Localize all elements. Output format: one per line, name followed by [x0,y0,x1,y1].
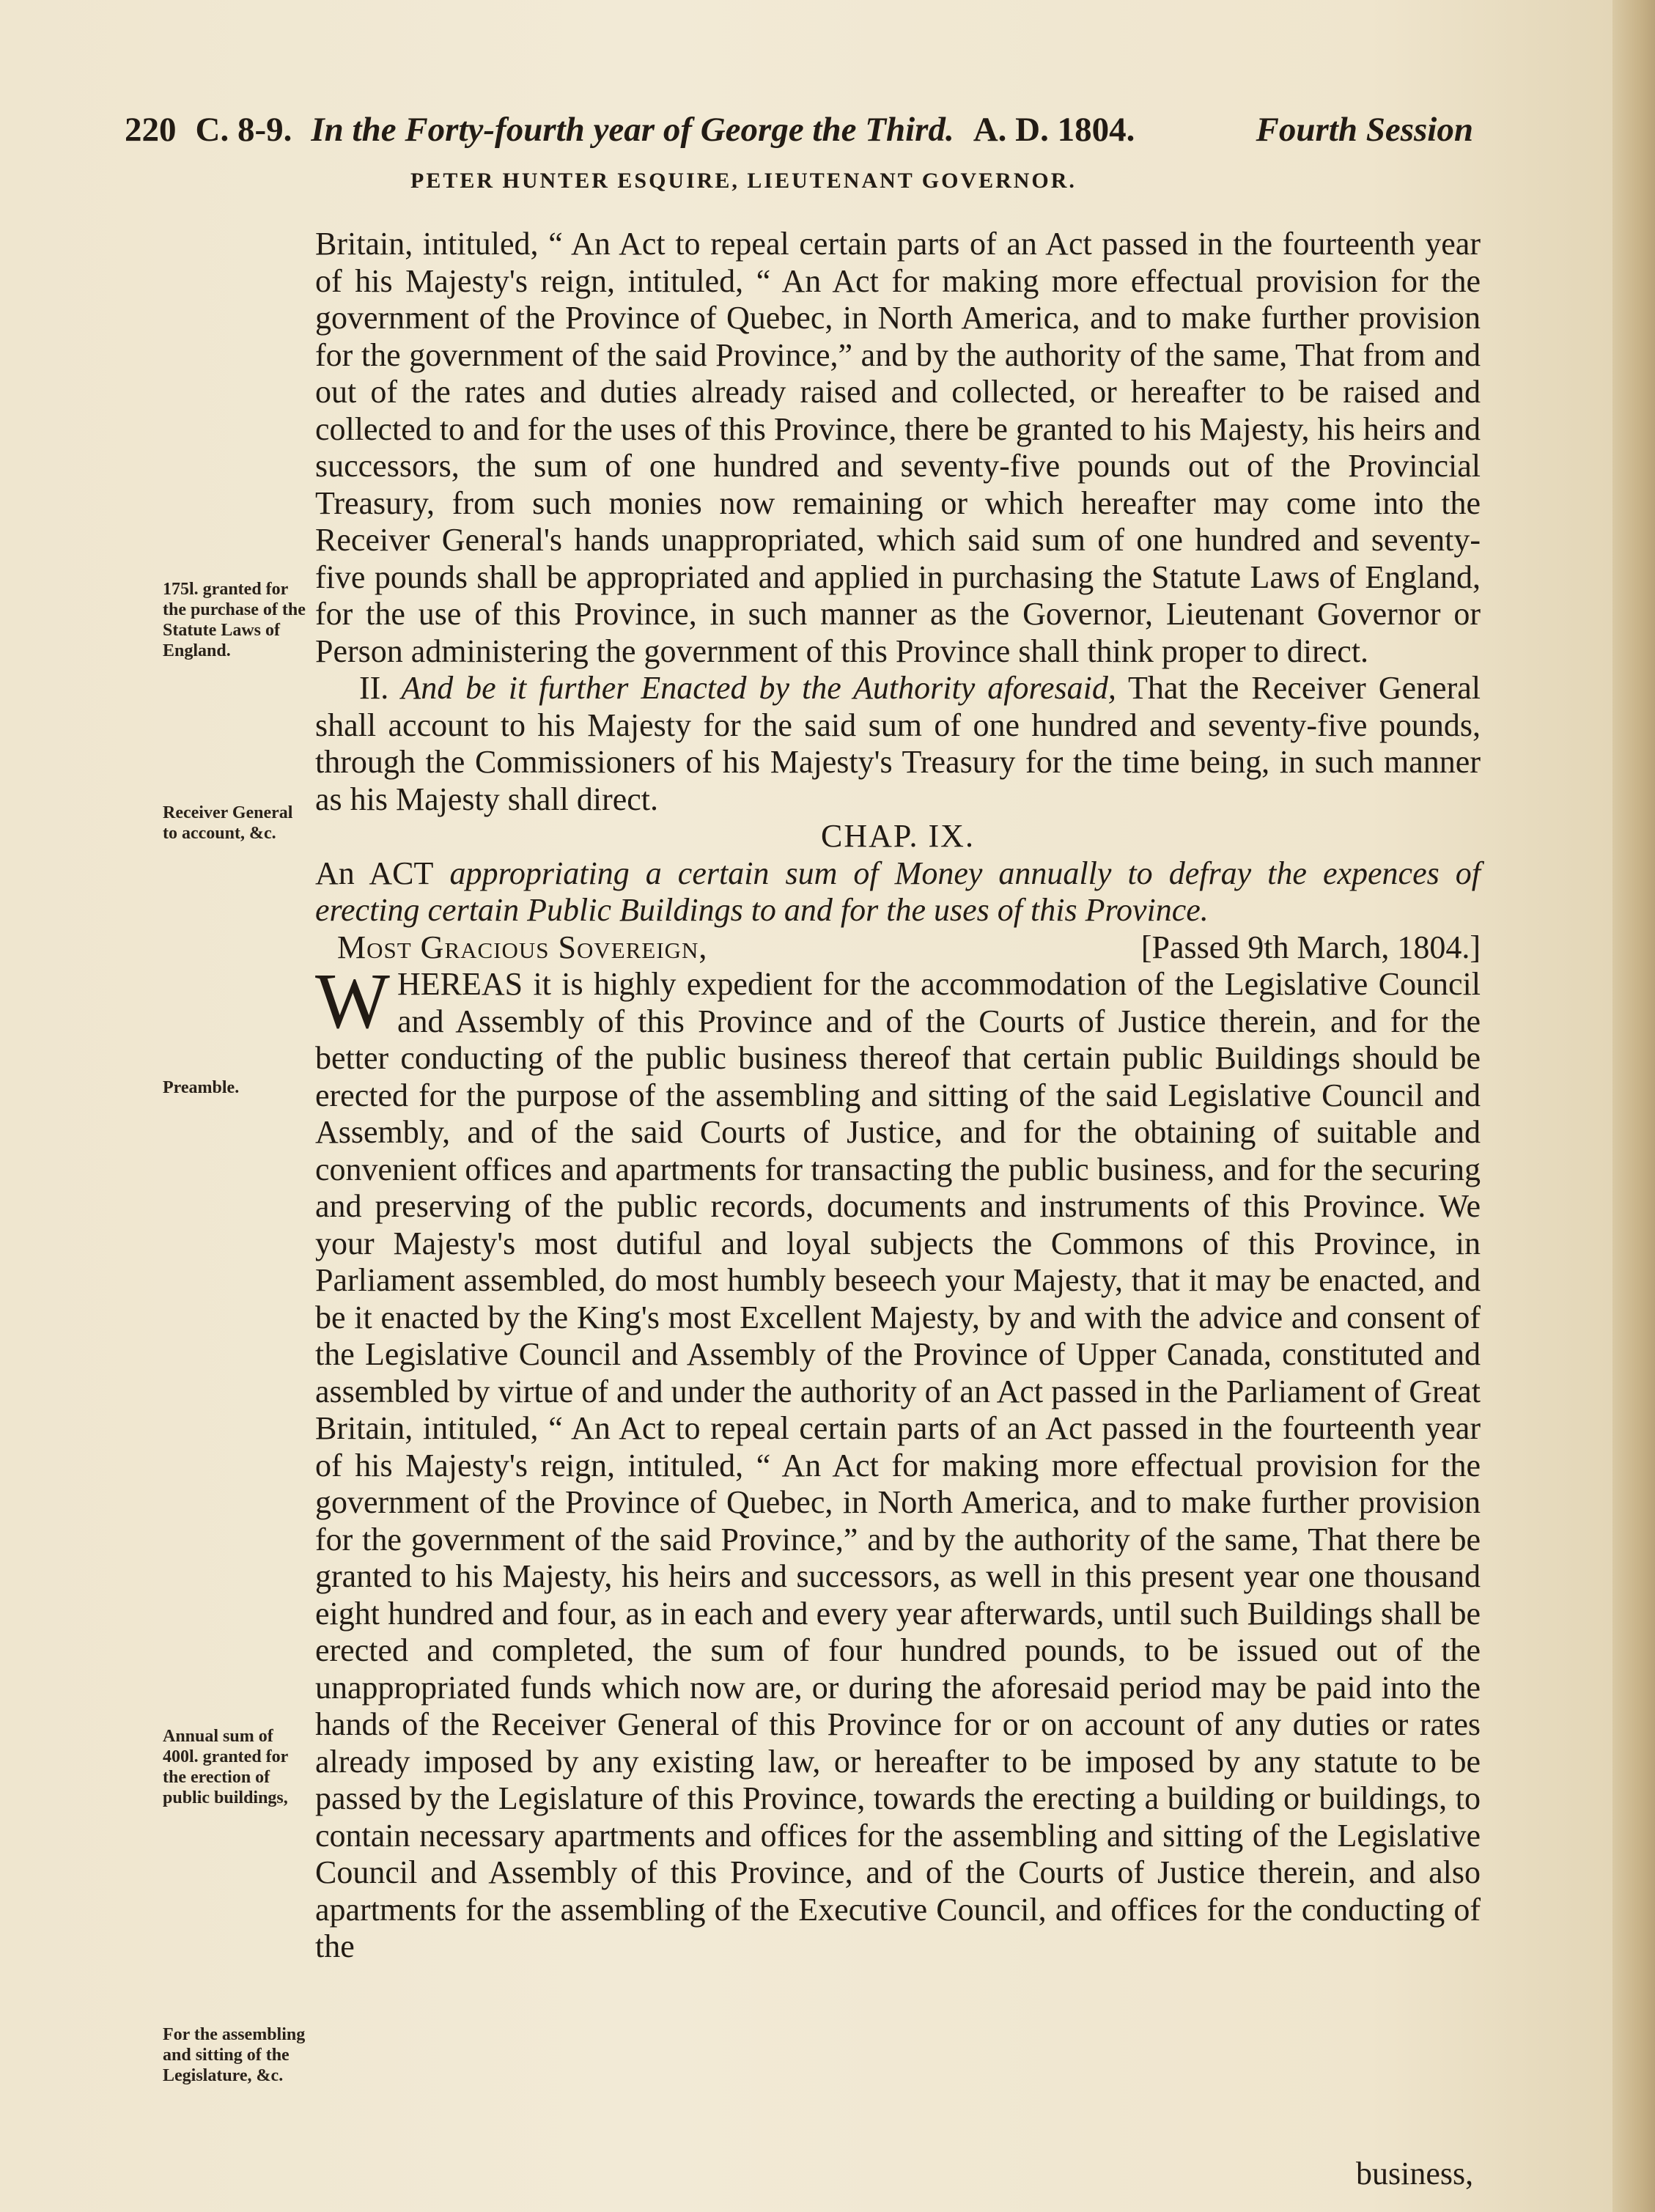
sovereign-address: Most Gracious Sovereign, [337,929,708,965]
margin-note-preamble: Preamble. [163,1078,240,1097]
header-title: In the Forty-fourth year of George the Third. [311,111,954,149]
margin-note-receiver-general: Receiver General to account, &c. [163,803,293,843]
paragraph-1: Britain, intituled, “ An Act to repeal certain parts of an Act passed in the fourteenth year of his Majesty's reign, intituled, “ An Act for making more effectual provision for the government of the Province of Quebec, in North America, and to make further provision for the government of the said Province,” and by the authority of the same, That from and out of the rates and duties already raised and collected, or hereafter to be raised and collected to and for the uses of this Province, there be granted to his Majesty, his heirs and successors, the sum of one hundred and seventy-five pounds out of the Provincial Treasury, from such monies now remaining or which hereafter may come into the Receiver General's hands unappropriated, which said sum of one hundred and seventy-five pounds shall be appropriated and applied in purchasing the Statute Laws of England, for the use of this Province, in such manner as the Governor, Lieutenant Governor or Person administering the government of this Province shall think proper to direct. [315,226,1481,669]
page-number: 220 [125,111,177,149]
drop-cap: W [315,958,390,1045]
act-title-lead: An ACT [315,855,434,891]
chapter-heading: CHAP. IX. [821,818,975,854]
section-number: II. [359,670,389,706]
chapter-ref: C. 8-9. [195,111,292,149]
header-left [125,110,1135,150]
preamble-paragraph [315,958,1481,1966]
passed-date: [Passed 9th March, 1804.] [1140,929,1481,965]
header-year: A. D. 1804. [973,111,1135,149]
enacting-clause: And be it further Enacted by the Authority aforesaid, [401,670,1116,706]
running-header [125,110,1473,161]
catchword: business, [1356,2156,1474,2191]
act-title [315,855,1481,929]
margin-note-legislature: For the assembling and sitting of the Legislature, &c. [163,2025,306,2085]
main-text [315,226,1481,1966]
address-line [315,929,1481,967]
margin-note-annual-sum: Annual sum of 400l. granted for the erection of public buildings, [163,1727,288,1807]
header-session: Fourth Session [1256,111,1473,149]
page-gutter [1612,0,1655,2212]
paragraph-2 [315,670,1481,818]
margin-note-statute-laws: 175l. granted for the purchase of the Statute Laws of England. [163,580,306,660]
governor-line: PETER HUNTER ESQUIRE, LIEUTENANT GOVERNOR. [410,169,1077,193]
act-title-text: appropriating a certain sum of Money annually to defray the expences of erecting certain Public Buildings to and for the uses of this Province. [315,855,1481,928]
preamble-text: HEREAS it is highly expedient for the accommodation of the Legislative Council and Assembly of this Province and of the Courts of Justice therein, and for the better conducting of the public business thereof that certain public Buildings should be erected for the purpose of the assembling and sitting of the said Legislative Council and Assembly, and of the said Courts of Justice, and for the obtaining of suitable and convenient offices and apartments for transacting the public business, and for the securing and preserving of the public records, documents and instruments of this Province. We your Majesty's most dutiful and loyal subjects the Commons of this Province, in Parliament assembled, do most humbly beseech your Majesty, that it may be enacted, and be it enacted by the King's most Excellent Majesty, by and with the advice and consent of the Legislative Council and Assembly of the Province of Upper Canada, constituted and assembled by virtue of and under the authority of an Act passed in the Parliament of Great Britain, intituled, “ An Act to repeal certain parts of an Act passed in the fourteenth year of his Majesty's reign, intituled, “ An Act for making more effectual provision for the government of the Province of Quebec, in North America, and to make further provision for the government of the said Province,” and by the authority of the same, That there be granted to his Majesty, his heirs and successors, as well in this present year one thousand eight hundred and four, as in each and every year afterwards, until such Buildings shall be erected and completed, the sum of four hundred pounds, to be issued out of the unappropriated funds which now are, or during the aforesaid period may be paid into the hands of the Receiver General of this Province for or on account of any duties or rates already imposed by any existing law, or hereafter to be imposed by any statute to be passed by the Legislature of this Province, towards the erecting a building or buildings, to contain necessary apartments and offices for the assembling and sitting of the Legislative Council and Assembly of this Province, and of the Courts of Justice therein, and also apartments for the assembling of the Executive Council, and offices for the conducting of the [315,966,1481,1964]
paragraph-2-text: That the Receiver General shall account to his Majesty for the said sum of one hundred and seventy-five pounds, through the Commissioners of his Majesty's Treasury for the time being, in such manner as his Majesty shall direct. [315,670,1481,817]
